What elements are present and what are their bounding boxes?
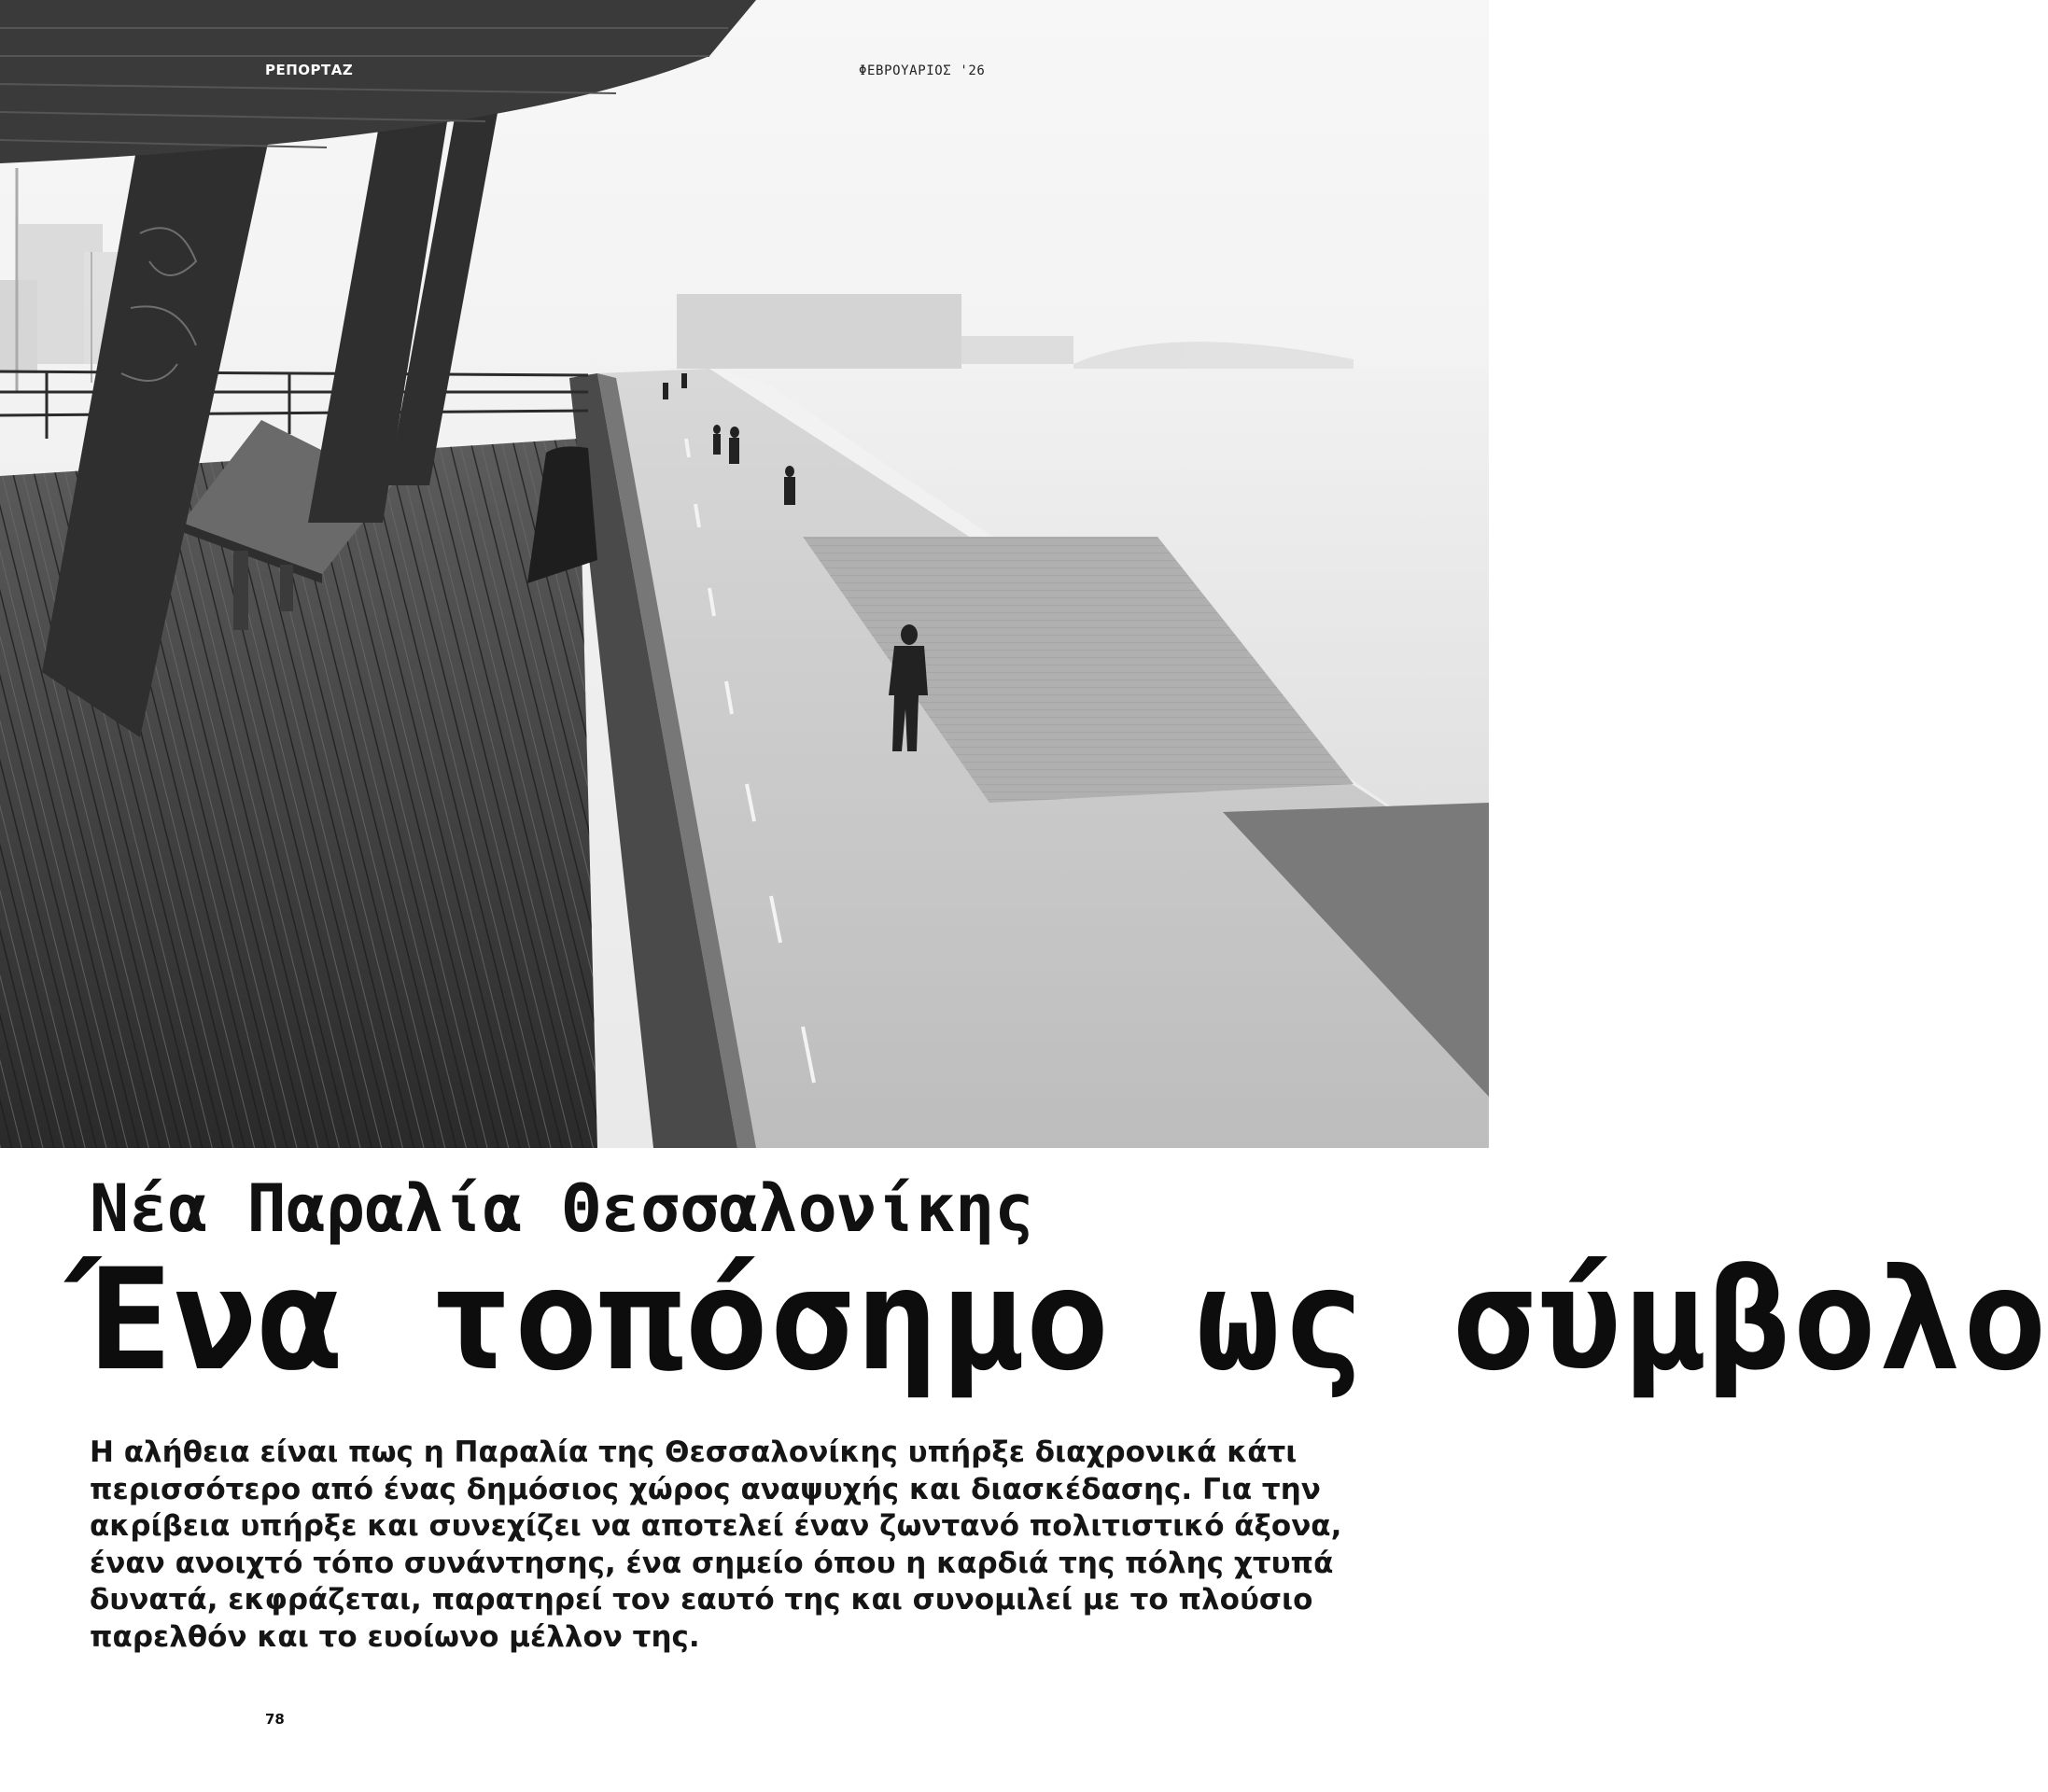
page-number: 78 xyxy=(265,1711,285,1728)
issue-date: ΦΕΒΡΟΥΑΡΙΟΣ '26 xyxy=(859,63,986,78)
article-headline: Ένα τοπόσημο ως σύμβολο xyxy=(88,1239,2048,1402)
article-kicker: Νέα Παραλία Θεσσαλονίκης xyxy=(90,1170,1034,1247)
section-label: ΡΕΠΟΡΤΑΖ xyxy=(265,62,354,78)
article-lead: Η αλήθεια είναι πως η Παραλία της Θεσσαλονίκης υπήρξε διαχρονικά κάτι περισσότερο από ένας δημόσιος χώρος αναψυχής και διασκέδασης. Για την ακρίβεια υπήρξε και συνεχίζει να αποτελεί έναν ζωντανό πολιτιστικό άξονα, έναν ανοιχτό τόπο συνάντησης, ένα σημείο όπου η καρδιά της πόλης χτυπά δυνατά, εκφράζεται, παρατηρεί τον εαυτό της και συνομιλεί με το πλούσιο παρελθόν και το ευοίωνο μέλλον της. xyxy=(90,1435,1342,1654)
waterfront-photo-illustration xyxy=(0,0,1489,1148)
hero-photo xyxy=(0,0,1489,1148)
